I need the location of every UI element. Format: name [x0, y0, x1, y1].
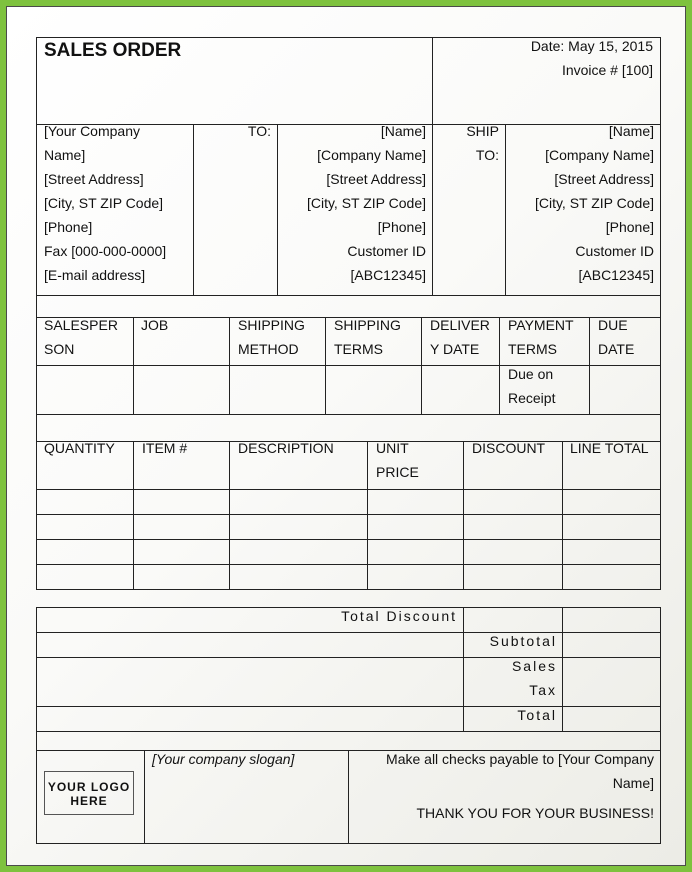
to-line: [Phone]	[377, 219, 426, 235]
from-line: [City, ST ZIP Code]	[44, 195, 164, 211]
from-line: Name]	[44, 147, 86, 163]
ship-line: Customer ID	[575, 243, 654, 259]
total-discount-label: Total Discount	[341, 608, 457, 624]
sales-order-sheet	[7, 7, 685, 865]
sales-tax-label: Sales	[511, 658, 557, 674]
ship-label: SHIP	[466, 123, 499, 139]
ship-line: [City, ST ZIP Code]	[534, 195, 654, 211]
ship-line: [Company Name]	[545, 147, 654, 163]
payment-note: Name]	[612, 775, 654, 791]
col-header-shipping-terms: TERMS	[334, 341, 383, 357]
to-line: [Company Name]	[317, 147, 426, 163]
col-header-description: DESCRIPTION	[238, 440, 334, 456]
col-header-due-date: DUE	[598, 317, 628, 333]
col-header-unit-price: PRICE	[376, 464, 419, 480]
to-line: Customer ID	[347, 243, 426, 259]
col-header-quantity: QUANTITY	[44, 440, 115, 456]
col-header-job: JOB	[141, 317, 169, 333]
col-header-due-date: DATE	[598, 341, 635, 357]
col-header-shipping-method: SHIPPING	[238, 317, 305, 333]
thank-you-message: THANK YOU FOR YOUR BUSINESS!	[416, 805, 654, 821]
payment-terms-value: Receipt	[508, 390, 556, 406]
col-header-shipping-terms: SHIPPING	[334, 317, 401, 333]
col-header-delivery-date: Y DATE	[430, 341, 480, 357]
order-date: Date: May 15, 2015	[530, 38, 653, 54]
logo-text: HERE	[70, 794, 108, 808]
subtotal-label: Subtotal	[489, 633, 557, 649]
logo-placeholder	[44, 771, 134, 815]
logo-text: YOUR LOGO	[47, 780, 131, 794]
from-line: [Street Address]	[44, 171, 144, 187]
to-line: [Name]	[380, 123, 426, 139]
ship-line: [Street Address]	[554, 171, 654, 187]
page-title: SALES ORDER	[44, 40, 182, 61]
ship-line: [Name]	[608, 123, 654, 139]
to-line: [City, ST ZIP Code]	[306, 195, 426, 211]
to-line: [ABC12345]	[350, 267, 426, 283]
col-header-salesperson: SALESPER	[44, 317, 118, 333]
col-header-shipping-method: METHOD	[238, 341, 299, 357]
to-label: TO:	[247, 123, 271, 139]
col-header-delivery-date: DELIVER	[430, 317, 490, 333]
col-header-line-total: LINE TOTAL	[570, 440, 649, 456]
col-header-unit-price: UNIT	[376, 440, 409, 456]
company-slogan: [Your company slogan]	[152, 751, 295, 767]
ship-line: [Phone]	[605, 219, 654, 235]
from-line: Fax [000-000-0000]	[44, 243, 167, 259]
from-line: [E-mail address]	[44, 267, 146, 283]
invoice-number: Invoice # [100]	[561, 62, 653, 78]
col-header-item-number: ITEM #	[142, 440, 188, 456]
items-table	[36, 441, 661, 590]
col-header-payment-terms: TERMS	[508, 341, 557, 357]
sales-tax-label: Tax	[529, 682, 557, 698]
col-header-discount: DISCOUNT	[472, 440, 546, 456]
inner-border	[6, 6, 686, 866]
ship-label: TO:	[475, 147, 499, 163]
from-line: [Your Company	[44, 123, 140, 139]
payment-note: Make all checks payable to [Your Company	[386, 751, 654, 767]
ship-line: [ABC12345]	[578, 267, 654, 283]
total-label: Total	[517, 707, 557, 723]
col-header-payment-terms: PAYMENT	[508, 317, 574, 333]
from-line: [Phone]	[44, 219, 93, 235]
to-line: [Street Address]	[326, 171, 426, 187]
payment-terms-value: Due on	[508, 366, 554, 382]
col-header-salesperson: SON	[44, 341, 75, 357]
